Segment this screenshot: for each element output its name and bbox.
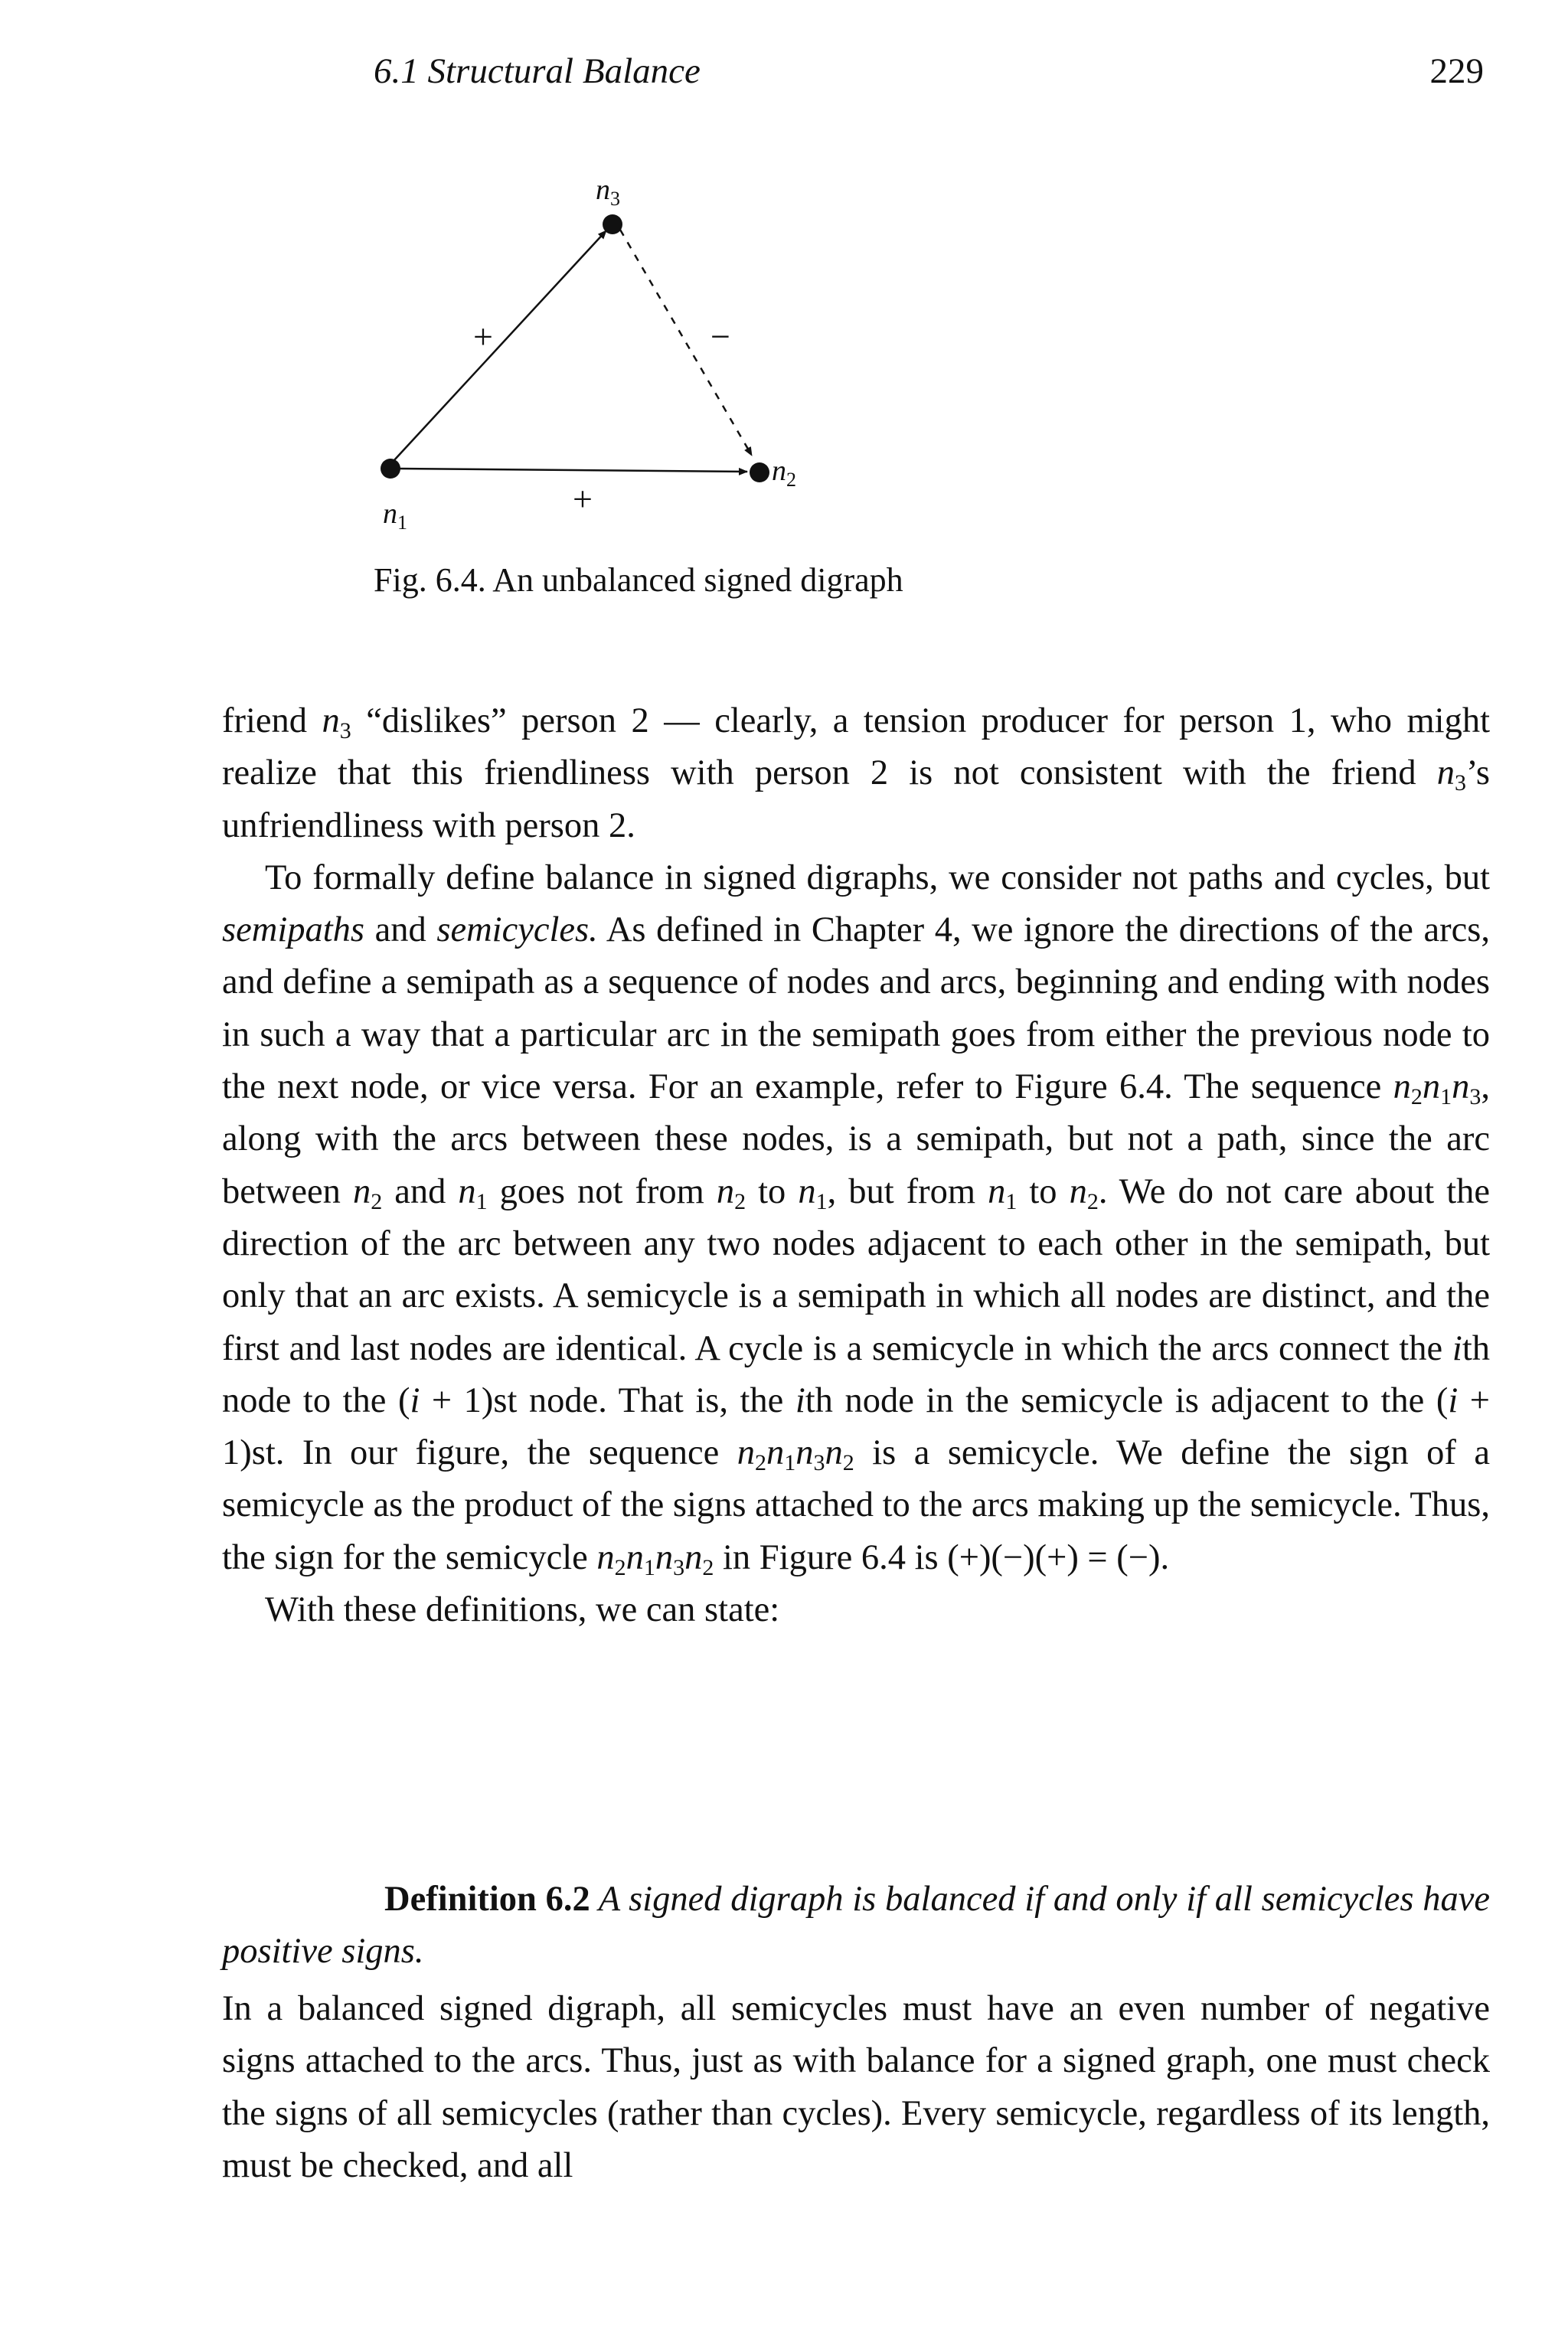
figure-caption: Fig. 6.4. An unbalanced signed digraph: [374, 561, 903, 599]
sign-n3-n2: −: [710, 317, 730, 356]
sign-n1-n3: +: [473, 317, 493, 356]
label-n3: $n_3$: [596, 174, 620, 210]
section-title: 6.1 Structural Balance: [374, 51, 701, 91]
paragraph-1: friend $n_3$ “dislikes” person 2 — clearly, a tension producer for person 1, who might realize that this friendliness with person 2 is not consistent with the friend $n_3’s$ unfriendliness with person 2.: [222, 701, 1491, 845]
paragraph-3: With these definitions, we can state:: [265, 1590, 780, 1630]
paragraph-4: In a balanced signed digraph, all semicycles must have an even number of negative signs attached to the arcs. Thus, just as with balance for a signed graph, one must check the signs of all semicycles (rather than cycles). Every semicycle, regardless of its length, must be checked, and all: [222, 1989, 1490, 2185]
running-head: [374, 44, 1484, 98]
definition-term: Definition 6.2: [384, 1879, 590, 1919]
label-n1: $n_1$: [383, 498, 407, 534]
body-text-upper: [222, 695, 1490, 1636]
arc-n3-n2: [620, 230, 752, 456]
sign-n1-n2: +: [573, 479, 593, 518]
node-n3: [603, 214, 622, 234]
figure-signed-digraph: [360, 157, 819, 540]
arc-n1-n3: [394, 230, 606, 461]
paragraph-2: To formally define balance in signed digraphs, we consider not paths and cycles, but semipaths and semicycles. As defined in Chapter 4, we ignore the directions of the arcs, and define a semipath as a sequence of nodes and arcs, beginning and ending with nodes in such a way that a particular arc in the semipath goes from either the previous node to the next node, or vice versa. For an example, refer to Figure 6.4. The sequence $n_2n_1n_3$, along with the arcs between these nodes, is a semipath, but not a path, since the arc between $n_2$ and $n_1$ goes not from $n_2$ to $n_1$, but from $n_1$ to $n_2$. We do not care about the direction of the arc between any two nodes adjacent to each other in the semipath, but only that an arc exists. A semicycle is a semipath in which all nodes are distinct, and the first and last nodes are identical. A cycle is a semicycle in which the arcs connect the ith node to the (i + 1)st node. That is, the ith node in the semicycle is adjacent to the (i + 1)st. In our figure, the sequence $n_2n_1n_3n_2$ is a semicycle. We define the sign of a semicycle as the product of the signs attached to the arcs making up the semicycle. Thus, the sign for the semicycle $n_2n_1n_3n_2$ in Figure 6.4 is (+)(−)(+) = (−).: [222, 858, 1491, 1580]
digraph-svg: [360, 157, 819, 540]
definition-text: A signed digraph is balanced if and only if all semicycles have positive signs.: [222, 1879, 1490, 1971]
arc-n1-n2: [398, 469, 747, 472]
body-text-lower: [222, 1983, 1490, 2192]
page-number: 229: [1429, 51, 1484, 91]
label-n2: $n_2$: [772, 455, 796, 491]
node-n1: [381, 459, 400, 479]
definition-6-2: [222, 1874, 1490, 1978]
node-n2: [750, 462, 769, 482]
